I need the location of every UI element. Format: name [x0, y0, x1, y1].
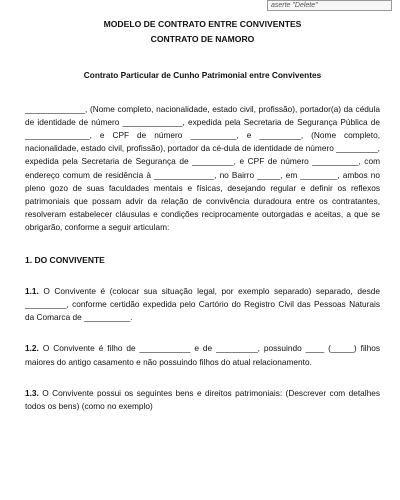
clause-text: O Convivente é (colocar sua situação legal, por exemplo separado) separado, desde _________, conforme certidão expedida pelo Cartório do Registro Civil das Pessoas Naturais da Comarca de __________. — [25, 286, 380, 323]
clause-number: 1.1. — [25, 286, 39, 297]
clause-number: 1.2. — [25, 343, 39, 354]
contract-document — [25, 18, 380, 413]
clause-text: O Convivente é filho de ___________ e de _________, possuindo ____ (_____) filhos maiores do antigo casamento e não possuindo filhos do atual relacionamento. — [25, 343, 381, 367]
intro-paragraph: _____________, (Nome completo, nacionalidade, estado civil, profissão), portador(a) da cédula de identidade de número _____________, expedida pela Secretaria de Segurança Pública de ______________, e CPF de número __________, e _________, (Nome completo, nacionalidade, estado civil, profissão), portador da cé-dula de identidade de número _________, expedida pela Secretaria de Segurança de _________, e CPF de número __________, com endereço comum de residência à _____________, no Bairro _____, em ________, ambos no pleno gozo de suas faculdades mentais e físicas, desejando regular e definir os reflexos patrimoniais que possam advir da relação de convivência duradoura entre os contratantes, resolveram estabelecer cláusulas e condições reciprocamente outorgadas e aceitas, a que se obrigarão, conforme a seguir articulam: — [25, 104, 380, 232]
clause-1-2 — [25, 342, 380, 368]
contract-heading: Contrato Particular de Cunho Patrimonial entre Conviventes — [83, 70, 322, 80]
clause-1-3 — [25, 387, 380, 413]
delete-hint-field: aserte "Delete" — [267, 0, 392, 11]
document-subtitle-contract-type: CONTRATO DE NAMORO — [150, 34, 255, 44]
document-title: MODELO DE CONTRATO ENTRE CONVIVENTES — [103, 19, 302, 29]
clause-number: 1.3. — [25, 387, 39, 398]
clause-text: O Convivente possui os seguintes bens e direitos patrimoniais: (Descrever com detalhes todos os bens) (como no exemplo) — [25, 387, 380, 411]
clause-1-1 — [25, 285, 380, 324]
section-heading-convivente: 1. DO CONVIVENTE — [25, 255, 105, 266]
